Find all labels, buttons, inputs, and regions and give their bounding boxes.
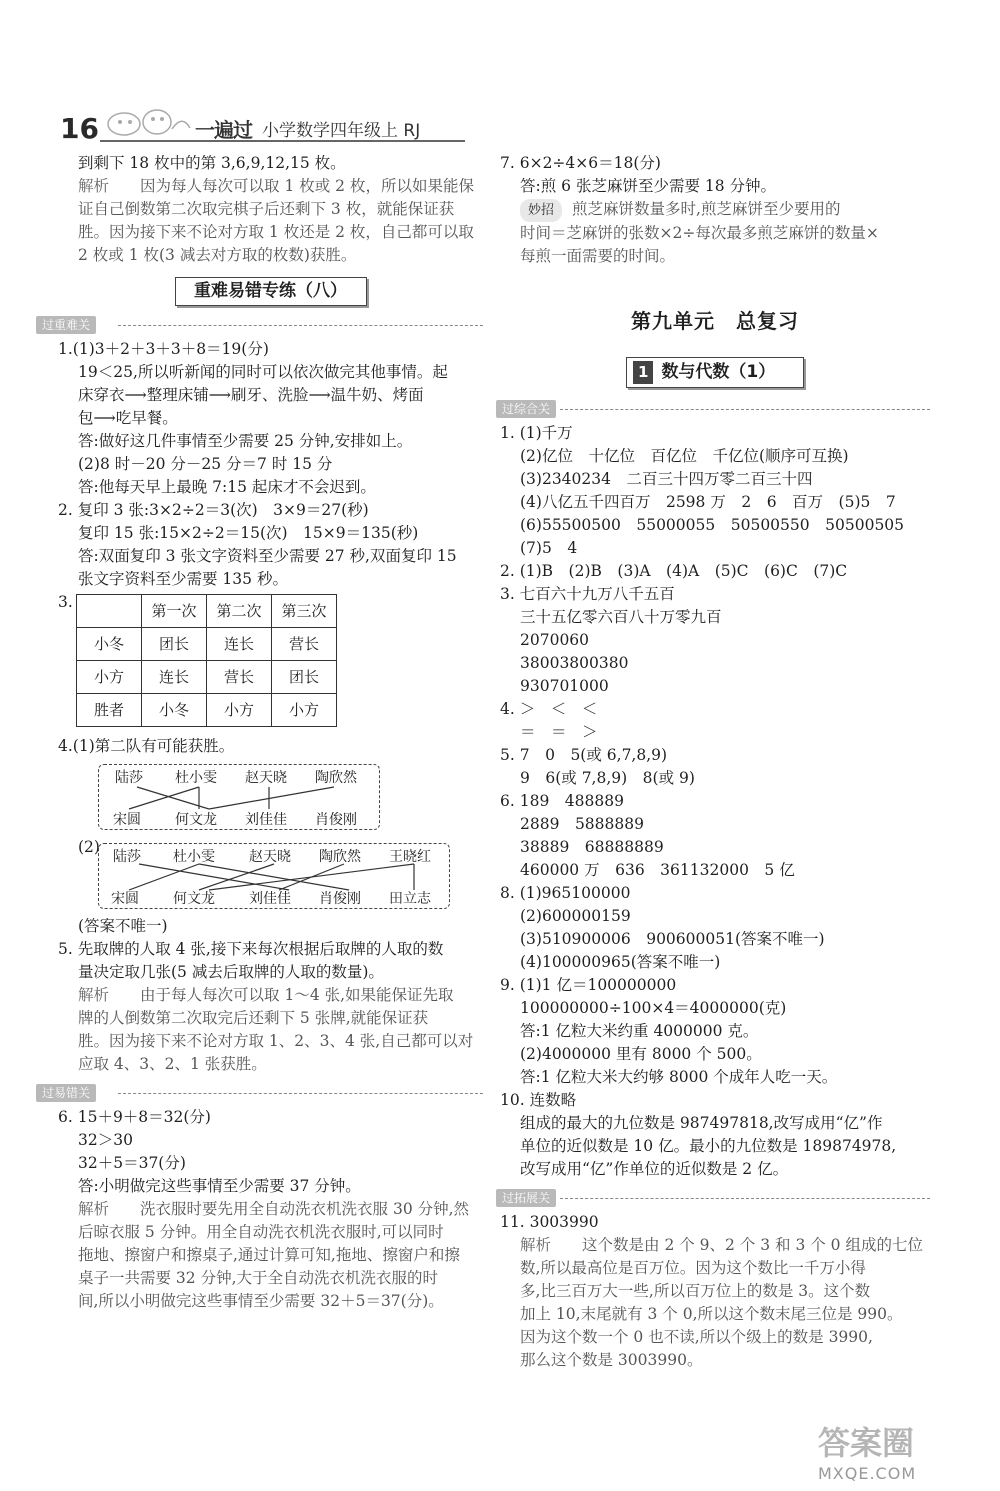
- player-name: 陶欣然: [319, 849, 361, 865]
- player-name: 何文龙: [173, 891, 215, 907]
- analysis-label: 解析: [78, 1200, 110, 1218]
- question-7: 7. 6×2÷4×6＝18(分) 答:煎 6 张芝麻饼至少需要 18 分钟。: [500, 154, 777, 195]
- player-name: 宋圆: [113, 812, 141, 828]
- player-name: 陆莎: [113, 849, 141, 865]
- table-row: 小方 连长 营长 团长: [77, 661, 337, 694]
- review-question-10: 10. 连数略 组成的最大的九位数是 987497818,改写成用“亿”作 单位的近似数是 10 亿。最小的九位数是 189874978, 改写成用“亿”作单位的近似数是 2 亿。: [500, 1091, 897, 1178]
- brand-logo: 一遍过: [195, 118, 252, 142]
- header-rule: [100, 140, 465, 142]
- matching-diagram-1: [98, 764, 380, 830]
- player-name: 肖俊刚: [319, 891, 361, 907]
- analysis-label: 解析: [78, 986, 110, 1004]
- review-question-11: 11. 3003990 解析 这个数是由 2 个 9、2 个 3 和 3 个 0 组成的七位 数,所以最高位是百万位。因为这个数比一千万小得 多,比三百万大一些,所以百万位上的数是 3。这个数 加上 10,末尾就有 3 个 0,所以这个数末尾三位是 990。 因为这个数一个 0 也不读,所以个级上的数是 3990, 那么这个数是 3003990。: [500, 1213, 923, 1369]
- player-name: 陶欣然: [315, 770, 357, 786]
- section-number: 1: [633, 361, 653, 384]
- answer-note: (答案不唯一): [78, 917, 168, 935]
- player-name: 杜小雯: [173, 849, 215, 865]
- analysis-block: 解析 因为每人每次可以取 1 枚或 2 枚，所以如果能保 证自己倒数第二次取完棋子后还剩下 3 枚，就能保证获 胜。因为接下来不论对方取 1 枚还是 2 枚，自己都可以取 2 枚或 1 枚(3 减去对方取的枚数)获胜。: [78, 177, 474, 264]
- question-1: 1.(1)3＋2＋3＋3＋8＝19(分) 19＜25,所以听新闻的同时可以依次做完其他事情。起 床穿衣⟶整理床铺⟶刷牙、洗脸⟶温牛奶、烤面 包⟶吃早餐。 答:做好这几件事情至少需要 25 分钟,安排如上。 (2)8 时－20 分－25 分＝7 时 15 分 答:他每天早上最晚 7:15 起床才不会迟到。: [58, 340, 448, 496]
- right-column: [500, 152, 930, 1372]
- analysis-label: 解析: [520, 1236, 552, 1254]
- result-table: [76, 594, 337, 727]
- review-question-3: 3. 七百六十九万八千五百 三十五亿零六百八十万零九百 2070060 38003800380 930701000: [500, 585, 722, 695]
- section-tag: 过易错关: [36, 1084, 96, 1102]
- intro-line: 到剩下 18 枚中的第 3,6,9,12,15 枚。: [78, 154, 346, 172]
- page-number: 16: [60, 112, 99, 145]
- question-2: 2. 复印 3 张:3×2÷2＝3(次) 3×9＝27(秒) 复印 15 张:15×2÷2＝15(次) 15×9＝135(秒) 答:双面复印 3 张文字资料至少需要 27 秒,双面复印 15 张文字资料至少需要 135 秒。: [58, 501, 457, 588]
- review-question-8: 8. (1)965100000 (2)600000159 (3)510900006 900600051(答案不唯一) (4)100000965(答案不唯一): [500, 884, 825, 971]
- table-header-row: 第一次 第二次 第三次: [77, 595, 337, 628]
- table-row: 胜者 小冬 小方 小方: [77, 694, 337, 727]
- question-6: 6. 15＋9＋8＝32(分) 32＞30 32＋5＝37(分) 答:小明做完这些事情至少需要 37 分钟。 解析 洗衣服时要先用全自动洗衣机洗衣服 30 分钟,然 后晾衣服 5 分钟。用全自动洗衣机洗衣服时,可以同时 拖地、擦窗户和擦桌子,通过计算可知,拖地、擦窗户和擦 桌子一共需要 32 分钟,大于全自动洗衣机洗衣服的时 间,所以小明做完这些事情至少需要 32＋5＝37(分)。: [58, 1108, 470, 1310]
- analysis-label: 解析: [78, 177, 110, 195]
- question-4-part-1: 4.(1)第二队有可能获胜。: [58, 737, 235, 755]
- question-4-part-2: (2): [78, 838, 100, 856]
- review-question-5: 5. 7 0 5(或 6,7,8,9) 9 6(或 7,8,9) 8(或 9): [500, 746, 695, 787]
- review-question-6: 6. 189 488889 2889 5888889 38889 68888889 460000 万 636 361132000 5 亿: [500, 792, 795, 879]
- section-tag: 过重难关: [36, 316, 96, 334]
- left-column: [42, 152, 483, 1313]
- player-name: 陆莎: [115, 770, 143, 786]
- player-name: 赵天晓: [245, 770, 287, 786]
- player-name: 何文龙: [175, 812, 217, 828]
- table-row: 小冬 团长 连长 营长: [77, 628, 337, 661]
- player-name: 宋圆: [111, 891, 139, 907]
- player-name: 杜小雯: [175, 770, 217, 786]
- section-bar: [500, 398, 930, 420]
- section-tag: 过拓展关: [496, 1189, 556, 1207]
- player-name: 王晓红: [389, 849, 431, 865]
- section-bar: [42, 314, 483, 336]
- section-title: 1 数与代数（1）: [626, 357, 804, 388]
- matching-diagram-2: [98, 843, 450, 909]
- tip-label: 妙招: [520, 199, 562, 222]
- review-question-4: 4. ＞ ＜ ＜ ＝ ＝ ＞: [500, 700, 598, 741]
- section-tag: 过综合关: [496, 400, 556, 418]
- cartoon-decoration-icon: [102, 104, 192, 140]
- question-5: 5. 先取牌的人取 4 张,接下来每次根据后取牌的人取的数 量决定取几张(5 减去后取牌的人取的数量)。 解析 由于每人每次可以取 1～4 张,如果能保证先取 牌的人倒数第二次取完后还剩下 5 张牌,就能保证获 胜。因为接下来不论对方取 1、2、3、4 张,自己都可以对 应取 4、3、2、1 张获胜。: [58, 940, 474, 1073]
- watermark-logo: 答案圈 MXQE.COM: [818, 1424, 917, 1483]
- review-question-9: 9. (1)1 亿＝100000000 100000000÷100×4＝4000000(克) 答:1 亿粒大米约重 4000000 克。 (2)4000000 里有 8000 个 500。 答:1 亿粒大米大约够 8000 个成年人吃一天。: [500, 976, 838, 1086]
- player-name: 田立志: [389, 891, 431, 907]
- unit-title: 第九单元 总复习: [631, 309, 799, 333]
- practice-title: 重难易错专练（八）: [175, 277, 367, 306]
- player-name: 肖俊刚: [315, 812, 357, 828]
- review-question-1: 1. (1)千万 (2)亿位 十亿位 百亿位 千亿位(顺序可互换) (3)2340234 二百三十四万零二百三十四 (4)八亿五千四百万 2598 万 2 6 百万 (5)5 7 (6)55500500 55000055 50500550 50500505 (7)5 4: [500, 424, 905, 557]
- book-title: 小学数学四年级上 RJ: [262, 121, 421, 141]
- section-bar: [42, 1082, 483, 1104]
- question-3-number: 3.: [58, 593, 73, 611]
- player-name: 赵天晓: [249, 849, 291, 865]
- review-question-2: 2. (1)B (2)B (3)A (4)A (5)C (6)C (7)C: [500, 562, 848, 580]
- tip-block: 妙招 煎芝麻饼数量多时,煎芝麻饼至少要用的 时间＝芝麻饼的张数×2÷每次最多煎芝麻饼的数量× 每煎一面需要的时间。: [520, 200, 879, 265]
- section-bar: [500, 1187, 930, 1209]
- player-name: 刘佳佳: [245, 812, 287, 828]
- player-name: 刘佳佳: [249, 891, 291, 907]
